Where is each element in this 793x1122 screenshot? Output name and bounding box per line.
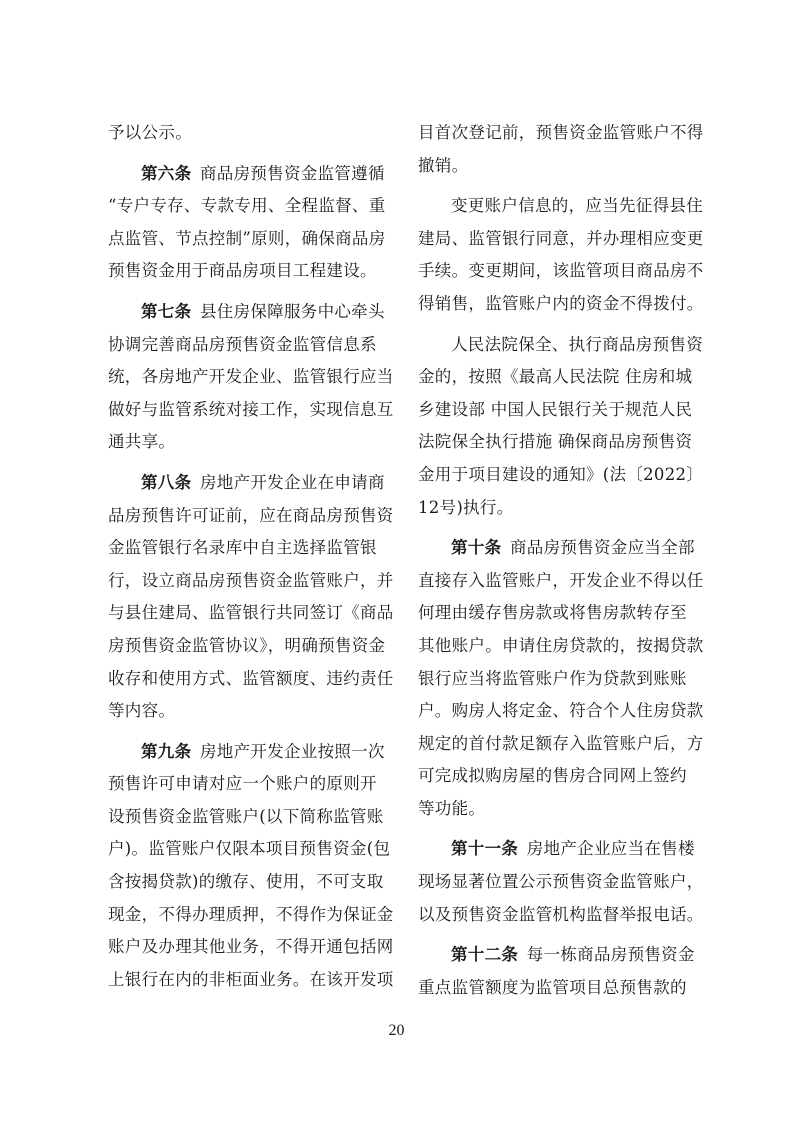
line-text: 现金，不得办理质押，不得作为保证金	[108, 904, 394, 924]
text-line	[418, 565, 706, 598]
line-text: 户)。监管账户仅限本项目预售资金(包	[108, 839, 391, 859]
line-text: 含按揭贷款)的缴存、使用，不可支取	[108, 872, 384, 892]
article-heading: 第九条	[141, 741, 192, 761]
text-line	[108, 736, 393, 769]
text-line	[108, 500, 393, 533]
line-text: 房地产开发企业在申请商	[199, 472, 385, 492]
text-line	[418, 426, 706, 459]
line-text: 房地产开发企业按照一次	[199, 741, 385, 761]
line-text: 手续。变更期间，该监管项目商品房不	[418, 261, 704, 281]
article-heading: 第七条	[141, 301, 192, 321]
line-text: 品房预售许可证前，应在商品房预售资	[108, 505, 394, 525]
text-line	[108, 190, 393, 223]
line-text: 乡建设部 中国人民银行关于规范人民	[418, 399, 693, 419]
text-line	[108, 565, 393, 598]
text-line	[108, 467, 393, 500]
text-line	[418, 972, 706, 1005]
article-heading: 第八条	[141, 472, 192, 492]
paragraph-gap	[108, 728, 393, 736]
line-text: 账户及办理其他业务，不得开通包括网	[108, 937, 394, 957]
line-text: 行，设立商品房预售资金监管账户，并	[108, 570, 394, 590]
left-column	[108, 117, 393, 996]
text-line	[108, 899, 393, 932]
line-text: 协调完善商品房预售资金监管信息系	[108, 334, 377, 354]
paragraph-gap	[418, 524, 706, 532]
text-line	[418, 532, 706, 565]
line-text: 做好与监管系统对接工作，实现信息互	[108, 399, 394, 419]
line-text: 规定的首付款足额存入监管账户后，方	[418, 733, 704, 753]
text-line	[418, 899, 706, 932]
line-text: 人民法院保全、执行商品房预售资	[451, 334, 703, 354]
line-text: 12号)执行。	[418, 497, 514, 517]
text-line	[418, 793, 706, 826]
line-text: 县住房保障服务中心牵头	[199, 301, 385, 321]
line-text: 得销售，监管账户内的资金不得拨付。	[418, 293, 704, 313]
text-line	[108, 768, 393, 801]
text-line	[418, 866, 706, 899]
line-text: 目首次登记前，预售资金监管账户不得	[418, 123, 704, 142]
line-text: 变更账户信息的，应当先征得县住	[451, 196, 703, 216]
text-line	[108, 255, 393, 288]
text-line	[418, 361, 706, 394]
text-line	[418, 492, 706, 525]
text-line	[418, 728, 706, 761]
article-heading: 第十二条	[451, 945, 519, 965]
text-line	[108, 833, 393, 866]
paragraph-gap	[108, 150, 393, 158]
text-line	[108, 630, 393, 663]
text-line	[108, 866, 393, 899]
line-text: 房预售资金监管协议》，明确预售资金	[108, 635, 386, 655]
text-line	[418, 630, 706, 663]
text-line	[108, 394, 393, 427]
text-line	[418, 190, 706, 223]
paragraph-gap	[418, 825, 706, 833]
line-text: 商品房预售资金监管遵循	[199, 163, 385, 183]
line-text: 每一栋商品房预售资金	[526, 945, 695, 965]
line-text: 可完成拟购房屋的售房合同网上签约	[418, 766, 687, 786]
line-text: 撤销。	[418, 155, 469, 175]
line-text: 其他账户。申请住房贷款的，按揭贷款	[418, 635, 704, 655]
line-text: 统，各房地产开发企业、监管银行应当	[108, 367, 394, 387]
text-line	[108, 426, 393, 459]
line-text: 建局、监管银行同意，并办理相应变更	[418, 228, 704, 248]
line-text: 金的，按照《最高人民法院 住房和城	[418, 367, 693, 387]
text-line	[108, 223, 393, 256]
text-line	[108, 931, 393, 964]
line-text: 收存和使用方式、监管额度、违约责任	[108, 668, 394, 688]
text-line	[418, 117, 706, 150]
text-line	[108, 117, 393, 150]
line-text: 何理由缓存售房款或将售房款转存至	[418, 603, 687, 623]
text-line	[418, 833, 706, 866]
text-line	[108, 361, 393, 394]
paragraph-gap	[418, 931, 706, 939]
paragraph-gap	[108, 288, 393, 296]
line-text: 房地产企业应当在售楼	[526, 839, 695, 859]
text-line	[108, 964, 393, 997]
text-line	[418, 394, 706, 427]
line-text: 等内容。	[108, 701, 176, 721]
text-line	[418, 695, 706, 728]
line-text: 点监管、节点控制”原则，确保商品房	[108, 228, 386, 248]
text-line	[108, 532, 393, 565]
text-line	[108, 329, 393, 362]
line-text: 与县住建局、监管银行共同签订《商品	[108, 603, 394, 623]
right-column	[418, 117, 706, 1004]
line-text: “专户专存、专款专用、全程监督、重	[108, 196, 386, 216]
article-heading: 第十一条	[451, 839, 519, 859]
paragraph-gap	[418, 321, 706, 329]
line-text: 户。购房人将定金、符合个人住房贷款	[418, 701, 704, 721]
line-text: 上银行在内的非柜面业务。在该开发项	[108, 969, 394, 989]
text-line	[418, 663, 706, 696]
text-line	[418, 255, 706, 288]
line-text: 法院保全执行措施 确保商品房预售资	[418, 432, 693, 452]
article-heading: 第六条	[141, 163, 192, 183]
text-line	[418, 939, 706, 972]
line-text: 直接存入监管账户，开发企业不得以任	[418, 570, 704, 590]
paragraph-gap	[418, 182, 706, 190]
text-line	[108, 597, 393, 630]
text-line	[418, 459, 706, 492]
paragraph-gap	[108, 459, 393, 467]
line-text: 通共享。	[108, 432, 176, 452]
line-text: 以及预售资金监管机构监督举报电话。	[418, 904, 704, 924]
text-line	[418, 223, 706, 256]
text-line	[108, 158, 393, 191]
line-text: 预售许可申请对应一个账户的原则开	[108, 774, 377, 794]
text-line	[108, 695, 393, 728]
text-line	[108, 801, 393, 834]
line-text: 金用于项目建设的通知》(法〔2022〕	[418, 464, 704, 484]
line-text: 重点监管额度为监管项目总预售款的	[418, 977, 687, 997]
text-line	[418, 288, 706, 321]
text-line	[418, 150, 706, 183]
text-line	[108, 296, 393, 329]
line-text: 银行应当将监管账户作为贷款到账账	[418, 668, 687, 688]
line-text: 等功能。	[418, 798, 486, 818]
text-line	[108, 663, 393, 696]
line-text: 现场显著位置公示预售资金监管账户，	[418, 872, 704, 892]
page-number: 20	[388, 1022, 405, 1039]
text-line	[418, 329, 706, 362]
line-text: 商品房预售资金应当全部	[509, 538, 695, 558]
text-line	[418, 597, 706, 630]
line-text: 予以公示。	[108, 123, 192, 142]
line-text: 预售资金用于商品房项目工程建设。	[108, 261, 377, 281]
text-line	[418, 760, 706, 793]
line-text: 设预售资金监管账户(以下简称监管账	[108, 806, 384, 826]
line-text: 金监管银行名录库中自主选择监管银	[108, 538, 377, 558]
article-heading: 第十条	[451, 538, 502, 558]
